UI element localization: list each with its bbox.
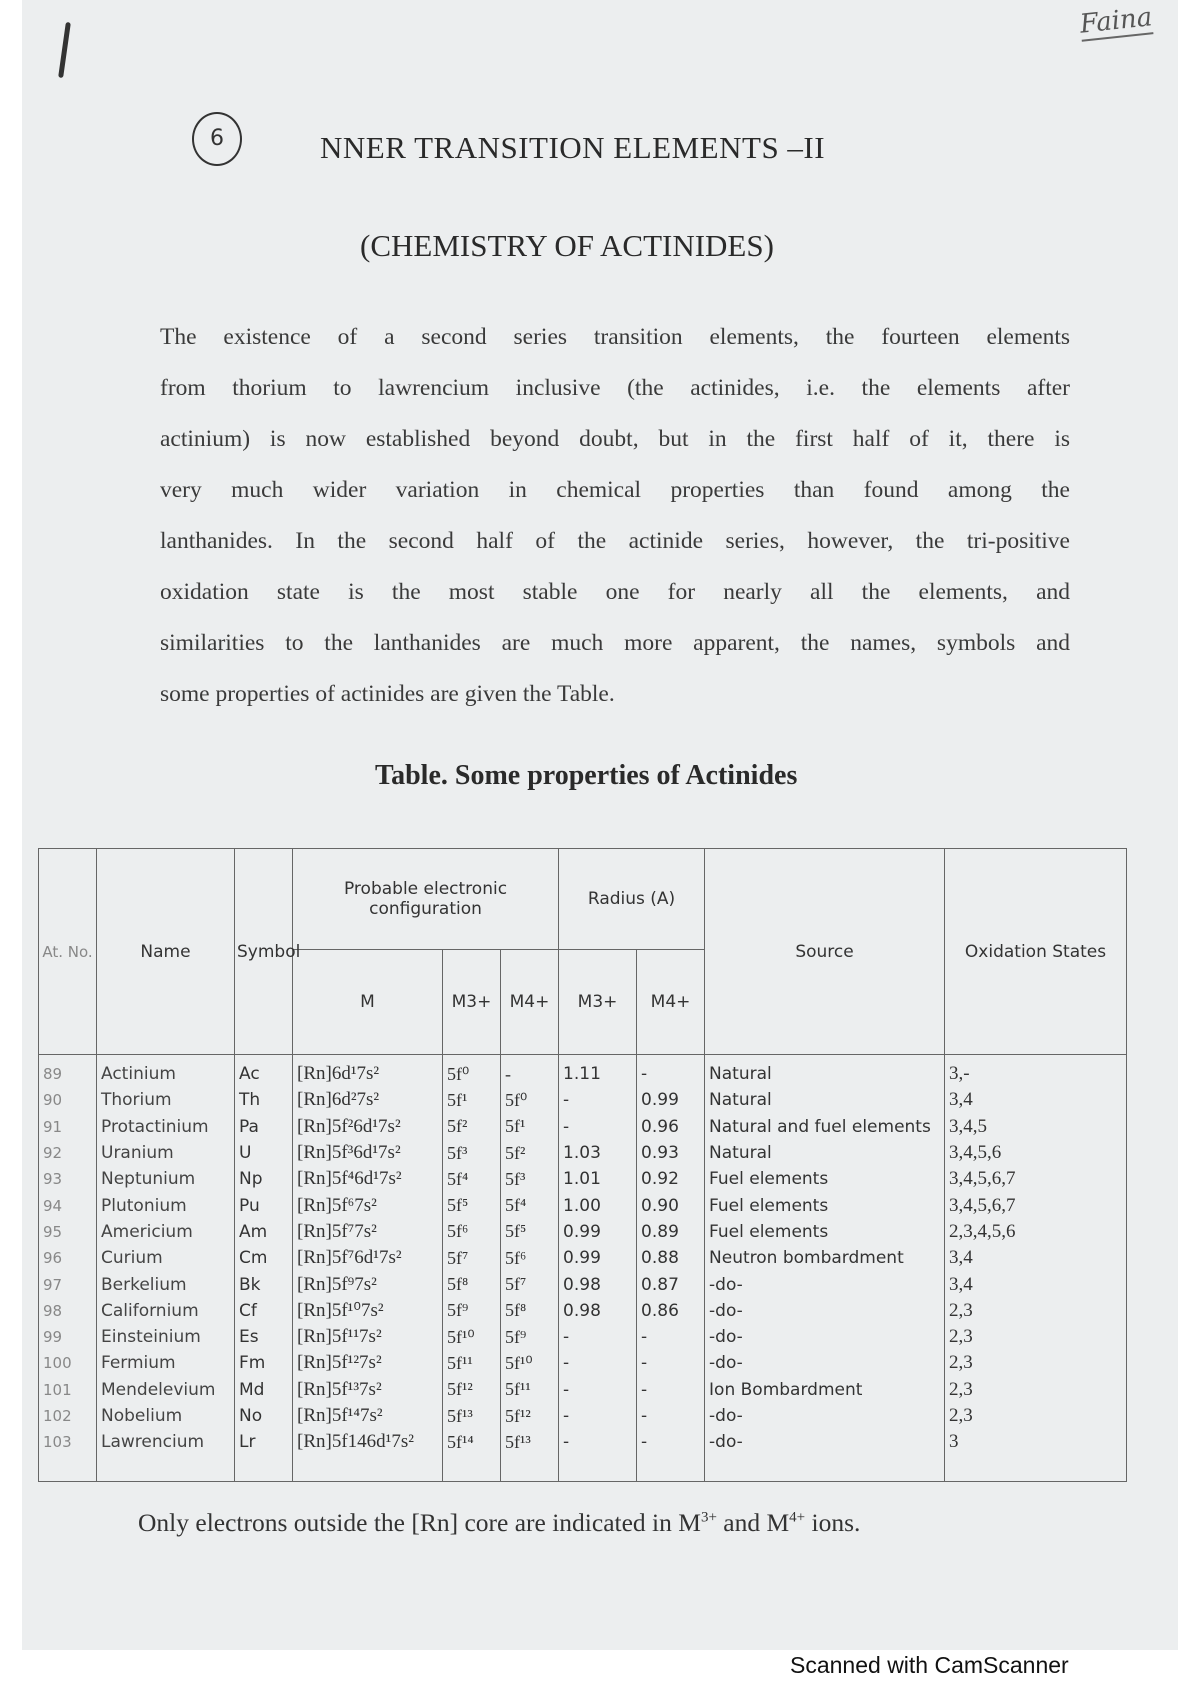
header-radius-m3: M3+ — [559, 950, 637, 1055]
name-cell: Americium — [97, 1219, 235, 1245]
config-m-cell: [Rn]5f³6d¹7s² — [293, 1140, 443, 1166]
oxidation-cell: 3,4 — [945, 1245, 1127, 1271]
config-m4-cell: 5f⁸ — [501, 1298, 559, 1324]
paragraph-line: The existence of a second series transition elements, the fourteen elements — [160, 324, 1070, 350]
oxidation-cell: 2,3 — [945, 1377, 1127, 1403]
oxidation-cell: 3,4 — [945, 1271, 1127, 1297]
source-cell: -do- — [705, 1350, 945, 1376]
config-m-cell: [Rn]6d¹7s² — [293, 1055, 443, 1088]
source-cell: -do- — [705, 1403, 945, 1429]
name-cell: Neptunium — [97, 1166, 235, 1192]
oxidation-cell: 2,3,4,5,6 — [945, 1219, 1127, 1245]
oxidation-cell: 2,3 — [945, 1350, 1127, 1376]
config-m-cell: [Rn]5f⁷7s² — [293, 1219, 443, 1245]
at-no-cell: 98 — [39, 1298, 97, 1324]
paragraph-line: lanthanides. In the second half of the actinide series, however, the tri-positive — [160, 528, 1070, 554]
config-m4-cell: 5f⁰ — [501, 1087, 559, 1113]
config-m3-cell: 5f² — [443, 1114, 501, 1140]
config-m3-cell: 5f⁰ — [443, 1055, 501, 1088]
at-no-cell: 97 — [39, 1271, 97, 1297]
oxidation-cell: 2,3 — [945, 1403, 1127, 1429]
at-no-cell: 96 — [39, 1245, 97, 1271]
config-m3-cell: 5f⁸ — [443, 1271, 501, 1297]
footnote-text: and M — [716, 1508, 790, 1537]
config-m4-cell: 5f¹² — [501, 1403, 559, 1429]
config-m-cell: [Rn]5f146d¹7s² — [293, 1429, 443, 1482]
radius-m3-cell: 1.00 — [559, 1192, 637, 1218]
radius-m4-cell: 0.88 — [637, 1245, 705, 1271]
config-m3-cell: 5f¹⁴ — [443, 1429, 501, 1482]
radius-m3-cell: - — [559, 1324, 637, 1350]
name-cell: Plutonium — [97, 1192, 235, 1218]
header-oxidation-states: Oxidation States — [945, 849, 1127, 1055]
at-no-cell: 91 — [39, 1114, 97, 1140]
config-m-cell: [Rn]5f¹³7s² — [293, 1377, 443, 1403]
header-electronic-configuration: Probable electronic configuration — [293, 849, 559, 950]
config-m-cell: [Rn]5f¹¹7s² — [293, 1324, 443, 1350]
symbol-cell: Bk — [235, 1271, 293, 1297]
config-m-cell: [Rn]5f⁴6d¹7s² — [293, 1166, 443, 1192]
table-row — [39, 1192, 1127, 1218]
symbol-cell: Cm — [235, 1245, 293, 1271]
symbol-cell: Md — [235, 1377, 293, 1403]
radius-m4-cell: 0.86 — [637, 1298, 705, 1324]
radius-m4-cell: 0.93 — [637, 1140, 705, 1166]
page-title: NNER TRANSITION ELEMENTS –II — [320, 130, 826, 165]
config-m3-cell: 5f¹⁰ — [443, 1324, 501, 1350]
table-row — [39, 1087, 1127, 1113]
config-m3-cell: 5f³ — [443, 1140, 501, 1166]
radius-m4-cell: 0.92 — [637, 1166, 705, 1192]
radius-m3-cell: 0.99 — [559, 1245, 637, 1271]
oxidation-cell: 2,3 — [945, 1324, 1127, 1350]
header-symbol: Symbol — [235, 849, 293, 1055]
camscanner-watermark: Scanned with CamScanner — [790, 1652, 1069, 1678]
radius-m3-cell: - — [559, 1087, 637, 1113]
at-no-cell: 93 — [39, 1166, 97, 1192]
radius-m4-cell: 0.90 — [637, 1192, 705, 1218]
footnote-text: ions. — [805, 1508, 861, 1537]
name-cell: Protactinium — [97, 1114, 235, 1140]
radius-m4-cell: 0.89 — [637, 1219, 705, 1245]
paragraph-line: some properties of actinides are given the Table. — [160, 681, 615, 707]
paragraph-line: oxidation state is the most stable one for nearly all the elements, and — [160, 579, 1070, 605]
at-no-cell: 101 — [39, 1377, 97, 1403]
radius-m4-cell: 0.87 — [637, 1271, 705, 1297]
footnote-sup-m3: 3+ — [700, 1509, 717, 1526]
footnote-sup-m4: 4+ — [789, 1509, 806, 1526]
table-row — [39, 1271, 1127, 1297]
config-m3-cell: 5f⁹ — [443, 1298, 501, 1324]
symbol-cell: Am — [235, 1219, 293, 1245]
paragraph-line: actinium) is now established beyond doubt, but in the first half of it, there is — [160, 426, 1070, 452]
source-cell: Fuel elements — [705, 1219, 945, 1245]
table-row — [39, 1245, 1127, 1271]
radius-m3-cell: - — [559, 1377, 637, 1403]
table-row — [39, 1429, 1127, 1482]
table-row — [39, 1055, 1127, 1088]
header-config-m4: M4+ — [501, 950, 559, 1055]
source-cell: -do- — [705, 1298, 945, 1324]
config-m3-cell: 5f⁶ — [443, 1219, 501, 1245]
at-no-cell: 95 — [39, 1219, 97, 1245]
config-m4-cell: 5f¹ — [501, 1114, 559, 1140]
at-no-cell: 90 — [39, 1087, 97, 1113]
radius-m3-cell: 0.98 — [559, 1298, 637, 1324]
symbol-cell: Fm — [235, 1350, 293, 1376]
radius-m3-cell: 1.11 — [559, 1055, 637, 1088]
symbol-cell: Th — [235, 1087, 293, 1113]
source-cell: -do- — [705, 1429, 945, 1482]
at-no-cell: 99 — [39, 1324, 97, 1350]
config-m3-cell: 5f⁵ — [443, 1192, 501, 1218]
table-row — [39, 1114, 1127, 1140]
oxidation-cell: 3,- — [945, 1055, 1127, 1088]
config-m-cell: [Rn]5f¹⁴7s² — [293, 1403, 443, 1429]
symbol-cell: Pa — [235, 1114, 293, 1140]
config-m3-cell: 5f¹¹ — [443, 1350, 501, 1376]
config-m-cell: [Rn]6d²7s² — [293, 1087, 443, 1113]
config-m-cell: [Rn]5f⁶7s² — [293, 1192, 443, 1218]
table-row — [39, 1298, 1127, 1324]
oxidation-cell: 3,4,5 — [945, 1114, 1127, 1140]
source-cell: -do- — [705, 1271, 945, 1297]
symbol-cell: U — [235, 1140, 293, 1166]
config-m3-cell: 5f¹³ — [443, 1403, 501, 1429]
config-m4-cell: 5f¹⁰ — [501, 1350, 559, 1376]
config-m4-cell: 5f³ — [501, 1166, 559, 1192]
header-radius: Radius (A) — [559, 849, 705, 950]
config-m4-cell: 5f² — [501, 1140, 559, 1166]
at-no-cell: 94 — [39, 1192, 97, 1218]
intro-paragraph — [160, 312, 1070, 720]
at-no-cell: 100 — [39, 1350, 97, 1376]
config-m3-cell: 5f¹ — [443, 1087, 501, 1113]
table-footnote — [138, 1508, 1038, 1538]
table-row — [39, 1350, 1127, 1376]
header-name: Name — [97, 849, 235, 1055]
radius-m4-cell: 0.99 — [637, 1087, 705, 1113]
config-m-cell: [Rn]5f¹⁰7s² — [293, 1298, 443, 1324]
symbol-cell: Np — [235, 1166, 293, 1192]
page-subtitle: (CHEMISTRY OF ACTINIDES) — [360, 228, 774, 263]
radius-m4-cell: - — [637, 1350, 705, 1376]
config-m4-cell: 5f¹¹ — [501, 1377, 559, 1403]
symbol-cell: No — [235, 1403, 293, 1429]
config-m4-cell: 5f⁶ — [501, 1245, 559, 1271]
radius-m3-cell: 0.99 — [559, 1219, 637, 1245]
config-m-cell: [Rn]5f²6d¹7s² — [293, 1114, 443, 1140]
config-m3-cell: 5f⁴ — [443, 1166, 501, 1192]
source-cell: Natural and fuel elements — [705, 1114, 945, 1140]
name-cell: Lawrencium — [97, 1429, 235, 1482]
table-row — [39, 1324, 1127, 1350]
oxidation-cell: 3,4,5,6,7 — [945, 1192, 1127, 1218]
header-source: Source — [705, 849, 945, 1055]
name-cell: Berkelium — [97, 1271, 235, 1297]
source-cell: -do- — [705, 1324, 945, 1350]
properties-table — [38, 848, 1127, 1482]
oxidation-cell: 3,4,5,6 — [945, 1140, 1127, 1166]
symbol-cell: Ac — [235, 1055, 293, 1088]
header-config-m3: M3+ — [443, 950, 501, 1055]
radius-m4-cell: - — [637, 1429, 705, 1482]
table-row — [39, 1140, 1127, 1166]
source-cell: Ion Bombardment — [705, 1377, 945, 1403]
name-cell: Fermium — [97, 1350, 235, 1376]
config-m4-cell: 5f⁹ — [501, 1324, 559, 1350]
at-no-cell: 103 — [39, 1429, 97, 1482]
at-no-cell: 102 — [39, 1403, 97, 1429]
footnote-text: Only electrons outside the [Rn] core are indicated in M — [138, 1508, 701, 1537]
radius-m4-cell: 0.96 — [637, 1114, 705, 1140]
table-row — [39, 1219, 1127, 1245]
source-cell: Fuel elements — [705, 1192, 945, 1218]
header-config-m: M — [293, 950, 443, 1055]
header-at-no: At. No. — [39, 849, 97, 1055]
config-m4-cell: 5f⁴ — [501, 1192, 559, 1218]
source-cell: Fuel elements — [705, 1166, 945, 1192]
config-m4-cell: 5f⁷ — [501, 1271, 559, 1297]
name-cell: Nobelium — [97, 1403, 235, 1429]
name-cell: Mendelevium — [97, 1377, 235, 1403]
config-m-cell: [Rn]5f⁹7s² — [293, 1271, 443, 1297]
config-m-cell: [Rn]5f¹²7s² — [293, 1350, 443, 1376]
at-no-cell: 92 — [39, 1140, 97, 1166]
name-cell: Actinium — [97, 1055, 235, 1088]
circled-page-number: 6 — [192, 112, 242, 166]
at-no-cell: 89 — [39, 1055, 97, 1088]
name-cell: Uranium — [97, 1140, 235, 1166]
table-row — [39, 1166, 1127, 1192]
radius-m3-cell: - — [559, 1403, 637, 1429]
paragraph-line: similarities to the lanthanides are much more apparent, the names, symbols and — [160, 630, 1070, 656]
radius-m4-cell: - — [637, 1055, 705, 1088]
radius-m4-cell: - — [637, 1324, 705, 1350]
handwritten-corner-mark: Faina — [1078, 2, 1154, 40]
paragraph-line: from thorium to lawrencium inclusive (the actinides, i.e. the elements after — [160, 375, 1070, 401]
header-radius-m4: M4+ — [637, 950, 705, 1055]
config-m4-cell: - — [501, 1055, 559, 1088]
config-m-cell: [Rn]5f⁷6d¹7s² — [293, 1245, 443, 1271]
table-row — [39, 1403, 1127, 1429]
symbol-cell: Es — [235, 1324, 293, 1350]
radius-m4-cell: - — [637, 1377, 705, 1403]
oxidation-cell: 3,4 — [945, 1087, 1127, 1113]
table-caption: Table. Some properties of Actinides — [375, 760, 798, 791]
table-body — [39, 1055, 1127, 1482]
radius-m3-cell: - — [559, 1350, 637, 1376]
table-row — [39, 1377, 1127, 1403]
paragraph-line: very much wider variation in chemical properties than found among the — [160, 477, 1070, 503]
oxidation-cell: 2,3 — [945, 1298, 1127, 1324]
actinide-properties-table — [38, 848, 1126, 1468]
config-m4-cell: 5f¹³ — [501, 1429, 559, 1482]
radius-m3-cell: - — [559, 1429, 637, 1482]
source-cell: Neutron bombardment — [705, 1245, 945, 1271]
config-m4-cell: 5f⁵ — [501, 1219, 559, 1245]
oxidation-cell: 3 — [945, 1429, 1127, 1482]
symbol-cell: Cf — [235, 1298, 293, 1324]
oxidation-cell: 3,4,5,6,7 — [945, 1166, 1127, 1192]
radius-m4-cell: - — [637, 1403, 705, 1429]
symbol-cell: Pu — [235, 1192, 293, 1218]
config-m3-cell: 5f¹² — [443, 1377, 501, 1403]
config-m3-cell: 5f⁷ — [443, 1245, 501, 1271]
name-cell: Thorium — [97, 1087, 235, 1113]
name-cell: Curium — [97, 1245, 235, 1271]
radius-m3-cell: 0.98 — [559, 1271, 637, 1297]
radius-m3-cell: 1.03 — [559, 1140, 637, 1166]
name-cell: Einsteinium — [97, 1324, 235, 1350]
radius-m3-cell: 1.01 — [559, 1166, 637, 1192]
radius-m3-cell: - — [559, 1114, 637, 1140]
source-cell: Natural — [705, 1055, 945, 1088]
source-cell: Natural — [705, 1140, 945, 1166]
source-cell: Natural — [705, 1087, 945, 1113]
symbol-cell: Lr — [235, 1429, 293, 1482]
name-cell: Californium — [97, 1298, 235, 1324]
